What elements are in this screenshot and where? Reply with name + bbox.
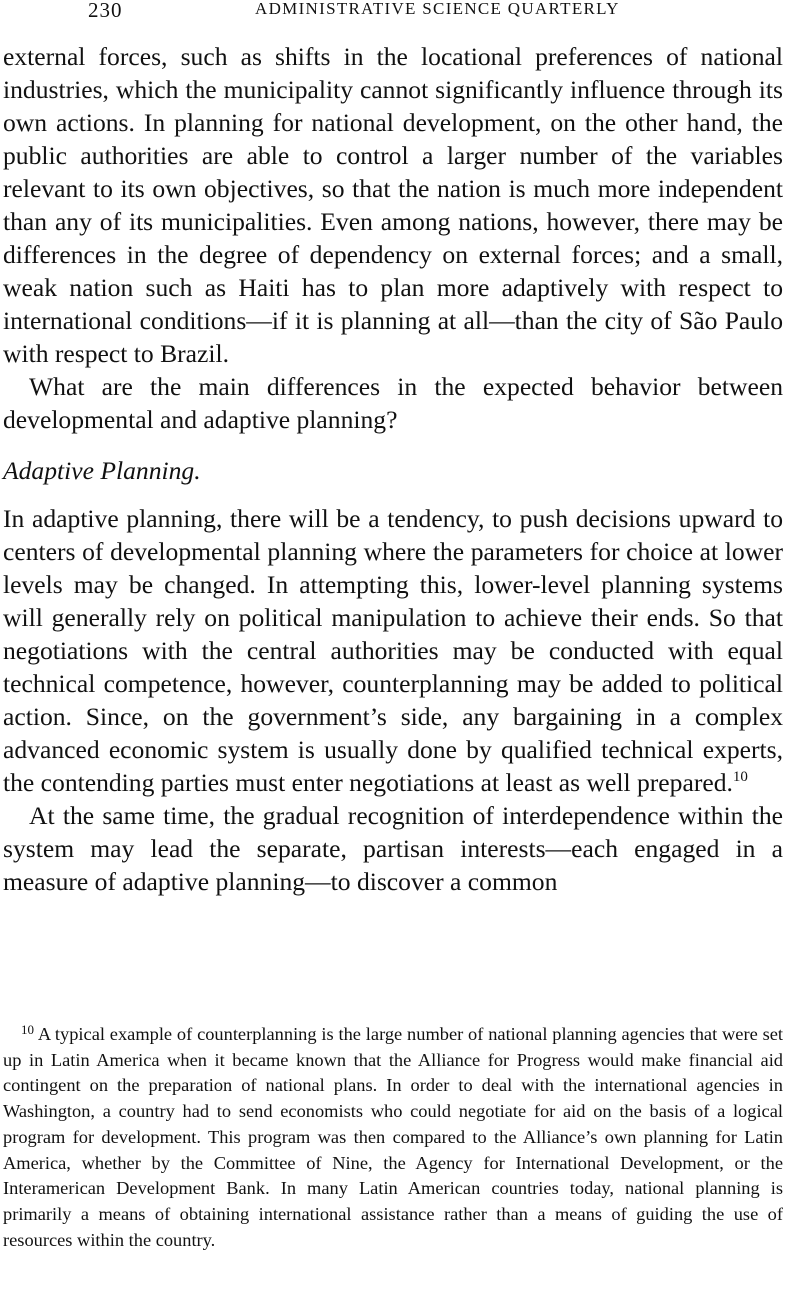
running-head [0,0,785,24]
paragraph-adaptive-planning-text: In adaptive planning, there will be a tendency, to push decisions upward to centers of developmental planning where the parameters for choice at lower levels may be changed. In attempting this, lower-level planning systems will generally rely on political manipulation to achieve their ends. So that negotiations with the central authorities may be conducted with equal technical competence, however, counterplanning may be added to political action. Since, on the government’s side, any bargaining in a complex advanced economic system is usually done by qualified technical experts, the contending parties must enter negotiations at least as well prepared. [3,504,783,797]
page-number: 230 [88,0,123,22]
footnote-text: A typical example of counterplanning is the large number of national planning agencies that were set up in Latin America when it became known that the Alliance for Progress would make financial aid contingent on the preparation of national plans. In order to deal with the international agencies in Washington, a country had to send economists who could negotiate for aid on the basis of a logical program for development. This program was then compared to the Alliance’s own planning for Latin America, whether by the Committee of Nine, the Agency for International Development, or the Interamerican Development Bank. In many Latin American countries today, national planning is primarily a means of obtaining international assistance rather than a means of guiding the use of resources within the country. [3,1024,784,1250]
journal-title: ADMINISTRATIVE SCIENCE QUARTERLY [255,0,620,18]
body-text [3,40,783,898]
footnote-number: 10 [21,1022,34,1037]
footnote-reference: 10 [732,769,748,785]
paragraph-question: What are the main differences in the expected behavior between developmental and adaptive planning? [3,372,783,434]
paragraph-adaptive-planning [3,502,783,799]
paragraph-interdependence: At the same time, the gradual recognition of interdependence within the system may lead the separate, partisan interests—each engaged in a measure of adaptive planning—to discover a common [3,801,783,896]
paragraph-continuation: external forces, such as shifts in the locational preferences of national industries, which the municipality cannot significantly influence through its own actions. In planning for national development, on the other hand, the public authorities are able to control a larger number of the variables relevant to its own objectives, so that the nation is much more independent than any of its municipalities. Even among nations, however, there may be differences in the degree of dependency on external forces; and a small, weak nation such as Haiti has to plan more adaptively with respect to international conditions—if it is planning at all—than the city of São Paulo with respect to Brazil. [3,42,783,368]
section-heading: Adaptive Planning. [3,456,201,485]
footnote [3,1022,783,1253]
